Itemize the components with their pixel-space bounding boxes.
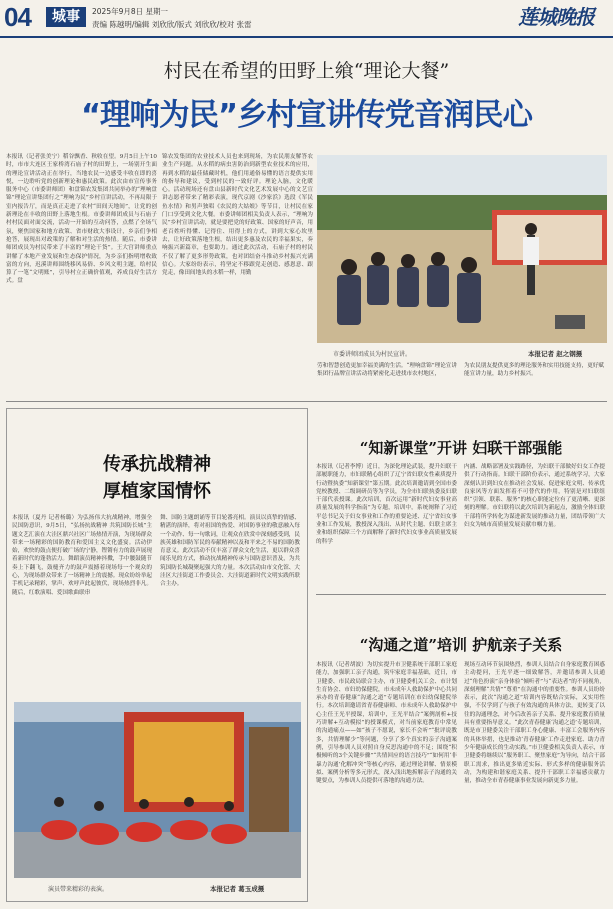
left-story-headline-2: 厚植家国情怀	[103, 481, 211, 502]
right-bottom-column-1: 本报讯（记者胡波）为切实提升市卫健系统干部职工家庭能力，加强职工亲子沟通，筑牢家庭幸福基础，近日，市卫健委、市民政局联合主办，市卫健委机关工会、市计划生育协会、市妇幼保健院，市未成年人救助保护中心共同承办的青春健康“沟通之道”专题培训在市妇幼保健院举行。本次培训邀请省青春健康师、市未成年人救助保护中心主任王光平授课，培训中，王光平结合“案例剖析+技巧讲解+互动模拟”的授课模式，对当前家庭教育中常见的沟通痛点——如“孩子不愿说，家长不会听”“批评说教多，共情理解少”等问题，分享了多个真实的亲子沟通案例，引导参训人员对照自身反思沟通中的不足；围绕“积极倾听的3个关键步骤”“共情回应的语言技巧”“如何用‘非暴力沟通’化解冲突”等核心内容，通过理论讲解、情景模拟、案例分析等多元形式，深入浅出地拆解亲子沟通的关键要点，为参训人员提供可落地的沟通方法。	[316, 662, 457, 785]
right-divider	[316, 594, 606, 595]
lead-photo-caption: 市委讲师团成员为村民宣讲。	[333, 351, 412, 358]
lead-tail-right: 为农民朋友提供更多的理论服务和实用技能支持，更好赋能宣讲力量，助力乡村振兴。	[464, 363, 604, 378]
page-number: 04	[4, 2, 31, 32]
performance-image	[14, 702, 301, 878]
left-story-column-2: 舞、国防主题朗诵等节目轮番亮相。演员以真挚的情感、精湛的演绎，将对祖国的热爱、对国防事业的敬意融入每一个动作、每一句歌词，让观众在欣赏中深刻感受到，民族英雄和国防军民的奉献精神以及和平来之不易的国防教育意义。此次活动不仅丰富了群众文化生活，更以群众喜闻乐见的方式，推动抗战精神传承与国防意识普及，为共筑国防长城凝聚起强大的力量。本次活动由市文化馆、大洼区大洼街道工作委员会、大洼街道新时代文明实践所联合主办。	[160, 515, 300, 588]
right-top-headline: “知新课堂”开讲 妇联干部强能	[359, 439, 563, 457]
lead-headline: “理响为民”乡村宣讲传党音润民心	[80, 98, 533, 133]
section-badge: 城事	[46, 7, 86, 27]
lead-kicker: 村民在希望的田野上飨“理论大餐”	[163, 60, 450, 82]
left-story-headline-1: 传承抗战精神	[103, 454, 211, 475]
lead-photo-credit: 本报记者 赵之钢摄	[528, 350, 583, 358]
right-top-column-2: 内涵、战略部署及实践路径，为妇联干部做好妇女工作提供了行动指南。妇联干部阶份表示，通过系统学习，大家深刻认识到妇女在推动社会发展、促进家庭文明、传承优良家风等方面发挥着不可替代的作用，特别是对妇联组织“引领、联系、服务”的核心职能定位有了更清晰、更深刻的理解。市妇联将以此次培训为新起点，激励全体妇联干部将所学转化为谋进新发展的推动力量，团结带领广大妇女为城市高质量发展贡献巾帼力量。	[464, 464, 605, 529]
date-line: 2025年9月8日 星期一	[92, 7, 169, 16]
left-story-column-1: 本报讯（夏丹 记者杨璐）为弘扬伟大抗战精神，增强全民国防意识，9月5日，“弘扬抗战精神 共筑国防长城”主题文艺汇演在大洼区鼎兴社区广场热情开演，为现场群众带来一场精彩的国防教育和爱国主义文化盛宴。活动伊始，欢快的鼓点便打破广场的宁静，铿锵有力的鼓声展现着新时代的蓬勃活力。舞蹈演员精神抖擞，手中腰鼓随节奏上下翻飞，鼓槌齐力的鼓声震撼着现场每一个观众的心，为现场群众带来了一场精神上的震撼。现众纷纷举起手机记录精彩，掌声、欢呼声此起彼伏，现场热烈非凡。随后，红歌演唱、爱国歌曲联串	[12, 515, 152, 596]
left-story-photo	[14, 702, 301, 878]
right-bottom-column-2: 现场互动环节氛围热烈，参训人员结合自身家庭教育困惑主动提问，王光平逐一细致解答，并邀请参训人员通过“角色扮演”亲身体验“倾听者”与“表达者”的不同视角，深刻理解“共情”“尊重”在沟通中的重要性。参训人员纷纷表示，此次“沟通之道”培训内容既贴合实际，又实用性强，不仅学到了与孩子有效沟通的具体方法，更转变了以往的沟通理念，对今后改善亲子关系、提升家庭教育质量具有重要指导意义。“此次青春健康‘沟通之道’专题培训，既是市卫健委关注干部职工身心健康、丰富工会服务内容的具体举措，也是推动‘青春健康’工作走进家庭、助力青少年健康成长的生动实践。”市卫健委相关负责人表示，市卫健委将继续以“服务职工、聚焦家庭”为导向，结合干部职工需求，推出更多贴近实际、形式多样的健康服务活动，为构建和谐家庭关系、提升干部职工幸福感贡献力量，推动全市青春健康事业发展向新更多力量。	[464, 662, 605, 785]
right-top-column-1: 本报讯（记者李博）近日，为深化理论武装，提升妇联干部履职能力，市妇联精心组织了辽宁省妇联女性素质提升行动暨执委“知新课堂”第五期。此次培训邀请到全国市委党校教授、二级调研员等为学员，为全市妇联执委及妇联干部代表授课。此次培训，首次运用“新时代妇女事业高质量发展的科学指南”为专题，培训中，系统阐释了习近平总书记关于妇女事业和工作的重要论述、辽宁省妇女事业和工作发展，教授深入浅出、从时代主题、妇联主席主业和组织保障三个方面解释了新时代妇女事业高质量发展的科学	[316, 464, 457, 545]
lead-column-2: 锦农发集团的农业技术人员也来到现场，为农民朋友解答农业生产问题。从水稻的病虫害防治到新型农业技术的应用，再到水稻的最佳储藏时机，他们用通俗易懂的语言提供实用的指导和建议，受到村民的一致好评。理论入脑，文化暖心。活动现场还有盘山县新时代文化艺术发展中心的文艺宣讲志愿者带来了精彩表演，现代京剧《沙家浜》选段《军民鱼水情》和男声独唱《农民的大姑娘》等节目，让村民在家门口享受到文化大餐。市委讲师团相关负责人表示，“理响为民”乡村宣讲活动，就是要把党的好政策、国家的好声音，用老百姓听得懂、记得住、用得上的方式，讲到大家心坎里去，让好政策落地生根，结出更多惠及农民的幸福果实，奏响振兴新篇章，也要助力。通过此次活动，石庙子村的村民不仅了解了更多形势政策，也对团结奋斗推动乡村振兴充满信心。大家纷纷表示，将坚定不移跟党走创造、感恩意、跟党走，像田间地头的水稻一样，用勤	[162, 154, 313, 277]
right-bottom-headline: “沟通之道”培训 护航亲子关系	[359, 636, 563, 654]
lead-photo	[317, 155, 607, 343]
left-story-photo-caption: 演员带来精彩的表演。	[48, 886, 109, 893]
paper-logo: 莲城晚报	[518, 5, 594, 29]
field-scene-image	[317, 155, 607, 343]
section-divider	[6, 401, 607, 402]
masthead-rule	[0, 36, 613, 38]
lead-column-1: 本报讯（记者张美宁）稻谷飘香、秋收在望。9月5日上午10时，市市大连区王家桥湾石庙子村的田野上，一场别开生面的理论宣讲活动正在举行，当地农民一边感受丰收在即的喜悦，一边聆听党的创新理论和惠民政策。此次由市宣传事务服务中心（市委讲师团）和盘锦农发集团共同举办的“理响盘锦”理论宣讲集团行之“理响为民”乡村宣讲活动，不再局限于室内报告厅，而是真正走进了农村“田间天地间”，让党的创新理论在丰收的田野上落地生根。市委讲师团成员与石庙子村村民面对面交流，活动一开始的互动问答，点燃了全场气氛，聚焦国家和地方政策、省市财政大事设计，乡亲们争相抢答，展现出对政策的了解和对生活的热情。随后，市委讲师团成员为村民带来了丰富的“理论干货”。王大宫讲师重点讲解了本地产业发展和生态保护情况，为乡亲们指明增收致富的方向，迟溪讲师围绕移风易俗、乡风文明主题，给村民算了一笔“文明账”，引导村立正确价值观，养成良好生活方式。盘	[6, 154, 157, 285]
left-story-photo-credit: 本报记者 葛玉成摄	[210, 885, 265, 893]
masthead	[0, 0, 613, 36]
lead-tail-left: 劳和智慧创造更加幸福美满的生活。“理响盘锦”理论宣讲集团行品牌宣讲活动将紧密化走进找市农村地区，	[317, 363, 457, 378]
editor-line: 责编 陈越明/编辑 刘欣欣/版式 刘欣欣/校对 张雷	[92, 20, 252, 29]
